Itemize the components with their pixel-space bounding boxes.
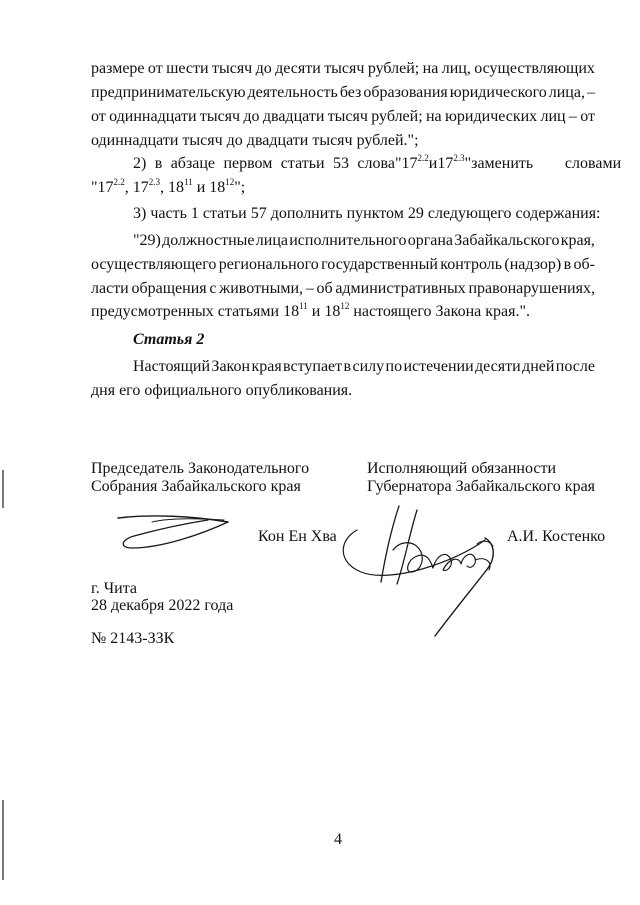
- article-2-line-2: дня его официального опубликования.: [91, 382, 353, 399]
- item-29-line-1: [133, 232, 595, 250]
- item-2-line-1: 2) в абзаце первом статьи 53 слова "$17^{2.2}$ и $17^{2.3}$" заменить словами: [133, 153, 622, 172]
- city: г. Чита: [91, 580, 138, 597]
- word: тысяч: [211, 60, 253, 77]
- word: об-: [573, 256, 595, 273]
- word: десяти: [275, 60, 321, 77]
- word: дней: [522, 358, 555, 375]
- word: от: [91, 108, 106, 125]
- left-signature-icon: [112, 508, 234, 552]
- right-signer-title-1: Исполняющий обязанности: [367, 460, 557, 477]
- word: –: [305, 280, 314, 297]
- word: (надзор): [504, 256, 562, 273]
- word: слова: [357, 155, 395, 172]
- word: исполнительного: [289, 232, 407, 249]
- word: без: [339, 84, 362, 101]
- word: административных: [335, 280, 466, 297]
- word: предпринимательскую: [91, 84, 246, 101]
- word: шести: [166, 60, 209, 77]
- word: тысяч: [327, 108, 368, 125]
- word: об: [316, 280, 333, 297]
- word: вступает: [283, 358, 343, 375]
- word: –: [568, 108, 577, 125]
- word: юридического: [449, 84, 547, 101]
- word: абзаце: [170, 155, 216, 172]
- item-29-line-2: [91, 256, 595, 274]
- item-29-line-4: предусмотренных статьями $18^{11}$ и $18^{12}$ настоящего Закона края.".: [91, 301, 531, 320]
- word: рублей;: [367, 60, 420, 77]
- word: до: [243, 108, 260, 125]
- word: лица,: [548, 84, 585, 101]
- word: двадцати: [262, 108, 325, 125]
- word: десяти: [475, 358, 521, 375]
- law-number: № 2143-ЗЗК: [91, 630, 175, 647]
- word: тысяч: [199, 108, 241, 125]
- word: ласти: [91, 280, 129, 297]
- word: тысяч: [324, 60, 365, 77]
- item-2-line-2: "$17^{2.2}$, $17^{2.3}$, $18^{11}$ и $18^{12}$";: [91, 177, 246, 196]
- word: в: [343, 358, 352, 375]
- text-line-3: [91, 108, 595, 126]
- word: должностные: [162, 232, 255, 249]
- word: рублей;: [371, 108, 423, 125]
- word: от: [580, 108, 595, 125]
- word: словами: [564, 155, 622, 172]
- article-heading: Статья 2: [133, 331, 205, 348]
- word: обращения: [131, 280, 207, 297]
- word: в: [154, 155, 163, 172]
- word: края,: [560, 232, 595, 249]
- word: Забайкальского: [454, 232, 560, 249]
- item-29-line-3: [91, 280, 595, 298]
- word: заменить: [471, 155, 534, 172]
- scan-edge-mark: [2, 470, 4, 508]
- word: 53: [333, 155, 350, 172]
- word: края: [251, 358, 282, 375]
- word: контроль: [440, 256, 503, 273]
- word: осуществляющего: [91, 256, 217, 273]
- scan-edge-mark: [2, 800, 4, 880]
- word: деятельность: [247, 84, 338, 101]
- page-number: 4: [334, 831, 342, 848]
- word: –: [586, 84, 595, 101]
- word: государственный: [321, 256, 438, 273]
- word: лиц: [540, 108, 566, 125]
- word: лиц,: [441, 60, 471, 77]
- word: на: [422, 60, 439, 77]
- word: одиннадцати: [109, 108, 197, 125]
- word: животными,: [219, 280, 304, 297]
- word: в: [563, 256, 572, 273]
- left-signer-title-2: Собрания Забайкальского края: [91, 478, 301, 495]
- word: статьи: [280, 155, 325, 172]
- word: до: [255, 60, 272, 77]
- word: с: [209, 280, 217, 297]
- left-signer-name: Кон Ен Хва: [258, 528, 337, 545]
- word: на: [425, 108, 442, 125]
- signing-date: 28 декабря 2022 года: [91, 597, 234, 614]
- word: "29): [133, 232, 161, 249]
- item-3: 3) часть 1 статьи 57 дополнить пунктом 29 следующего содержания:: [133, 205, 601, 222]
- right-signer-name: А.И. Костенко: [507, 528, 606, 545]
- word: Настоящий: [133, 358, 211, 375]
- word: лица: [255, 232, 288, 249]
- text-line-4: одиннадцати тысяч до двадцати тысяч рублей.";: [91, 132, 419, 149]
- word: от: [147, 60, 163, 77]
- word: Закон: [211, 358, 251, 375]
- word: осуществляющих: [474, 60, 595, 77]
- word: размере: [91, 60, 145, 77]
- word: правонарушениях,: [468, 280, 595, 297]
- left-signer-title-1: Председатель Законодательного: [91, 460, 310, 477]
- word: органа: [407, 232, 454, 249]
- article-2-line-1: [133, 358, 595, 376]
- word: образования: [363, 84, 448, 101]
- text-line-2: [91, 84, 595, 102]
- word: по: [385, 358, 403, 375]
- text-line-1: [91, 60, 595, 78]
- word: первом: [223, 155, 273, 172]
- word: силу: [352, 358, 385, 375]
- right-signature-icon: [335, 500, 510, 640]
- right-signer-title-2: Губернатора Забайкальского края: [367, 478, 596, 495]
- word: истечении: [403, 358, 474, 375]
- word: 2): [133, 155, 147, 172]
- word: юридических: [444, 108, 538, 125]
- word: регионального: [218, 256, 319, 273]
- word: после: [555, 358, 595, 375]
